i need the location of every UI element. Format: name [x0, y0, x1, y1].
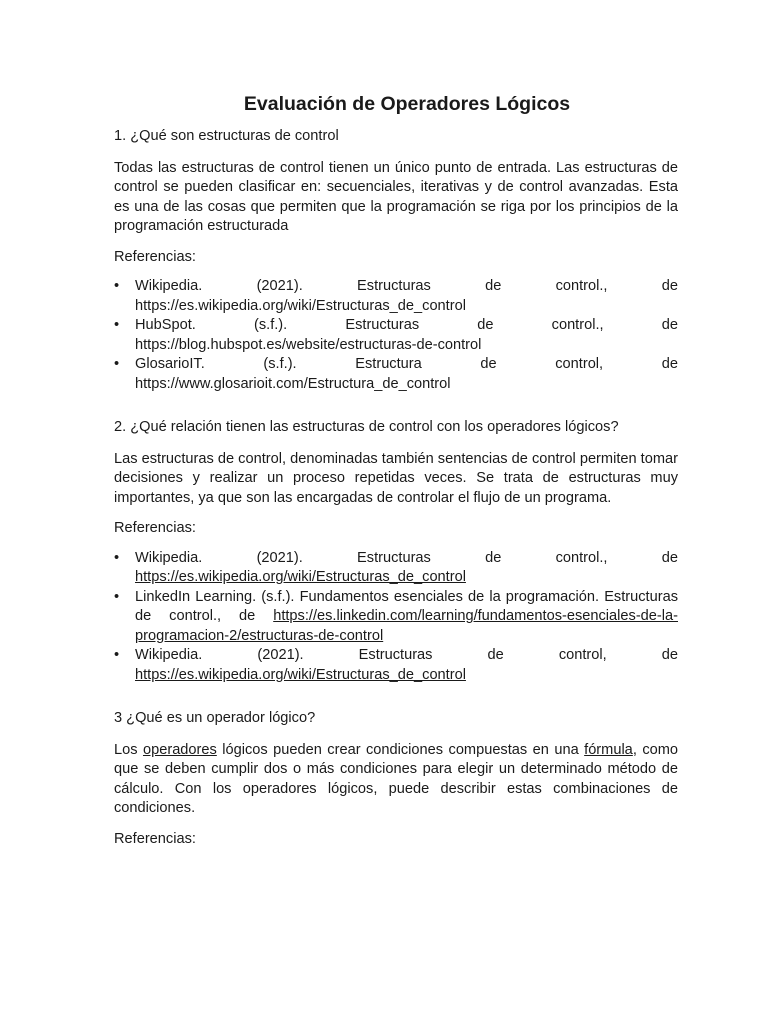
question-1: 1. ¿Qué son estructuras de control: [114, 128, 339, 144]
list-item: • Wikipedia. (2021). Estructuras de control., de https://es.wikipedia.org/wiki/Estructuras_de_control: [114, 277, 678, 316]
question-3: 3 ¿Qué es un operador lógico?: [114, 710, 316, 726]
reference-url: https://blog.hubspot.es/website/estructuras-de-control: [135, 336, 482, 353]
reference-url: https://www.glosarioit.com/Estructura_de_control: [135, 375, 451, 392]
reference-link[interactable]: https://es.wikipedia.org/wiki/Estructuras_de_control: [135, 666, 466, 683]
references-label-1: Referencias:: [114, 248, 196, 265]
formula-link[interactable]: fórmula: [584, 741, 633, 758]
bullet-icon: •: [114, 549, 120, 566]
document-title: Evaluación de Operadores Lógicos: [243, 93, 571, 115]
answer-3-paragraph: Los operadores lógicos pueden crear condiciones compuestas en una fórmula, como que se deben cumplir dos o más condiciones para elegir un determinado método de cálculo. Con los operadores lógicos, puede describir estas combinaciones de condiciones.: [114, 741, 679, 816]
answer-1-paragraph: Todas las estructuras de control tienen un único punto de entrada. Las estructuras de control se pueden clasificar en: secuenciales, iterativas y de control avanzadas. Esta es una de las cosas que permiten que la programación se riga por los principios de la programación estructurada: [114, 159, 678, 234]
bullet-icon: •: [114, 278, 120, 294]
list-item: • Wikipedia. (2021). Estructuras de control, de https://es.wikipedia.org/wiki/Estructuras_de_control: [114, 647, 678, 683]
list-item: • HubSpot. (s.f.). Estructuras de control., de https://blog.hubspot.es/website/estructuras-de-control: [114, 316, 678, 355]
bullet-icon: •: [114, 317, 120, 333]
list-item: • LinkedIn Learning. (s.f.). Fundamentos esenciales de la programación. Estructuras de control., de https://es.linkedin.com/learning/fundamentos-esenciales-de-la-programacion-2/estructuras-de-control: [114, 588, 678, 644]
references-label-2: Referencias:: [114, 520, 196, 536]
bullet-icon: •: [114, 588, 120, 605]
operadores-link[interactable]: operadores: [142, 741, 217, 758]
bullet-icon: •: [114, 356, 120, 372]
question-2: 2. ¿Qué relación tienen las estructuras de control con los operadores lógicos?: [114, 419, 619, 435]
reference-url: https://es.wikipedia.org/wiki/Estructuras_de_control: [135, 297, 466, 314]
answer-2-paragraph: Las estructuras de control, denominadas también sentencias de control permiten tomar decisiones y realizar un proceso repetidas veces. Se trata de estructuras muy importantes, ya que son las encargadas de controlar el flujo de un programa.: [114, 450, 678, 506]
reference-link[interactable]: https://es.wikipedia.org/wiki/Estructuras_de_control: [135, 569, 466, 585]
references-list-1: [114, 277, 678, 394]
reference-link[interactable]: https://es.linkedin.com/learning/fundamentos-esenciales-de-la-programacion-2/estructuras-de-control: [135, 608, 678, 644]
list-item: • Wikipedia. (2021). Estructuras de control., de https://es.wikipedia.org/wiki/Estructuras_de_control: [114, 549, 678, 585]
references-label-3: Referencias:: [114, 830, 196, 847]
references-list-2: [114, 549, 678, 686]
list-item: • GlosarioIT. (s.f.). Estructura de control, de https://www.glosarioit.com/Estructura_de_control: [114, 355, 678, 394]
bullet-icon: •: [114, 647, 120, 663]
